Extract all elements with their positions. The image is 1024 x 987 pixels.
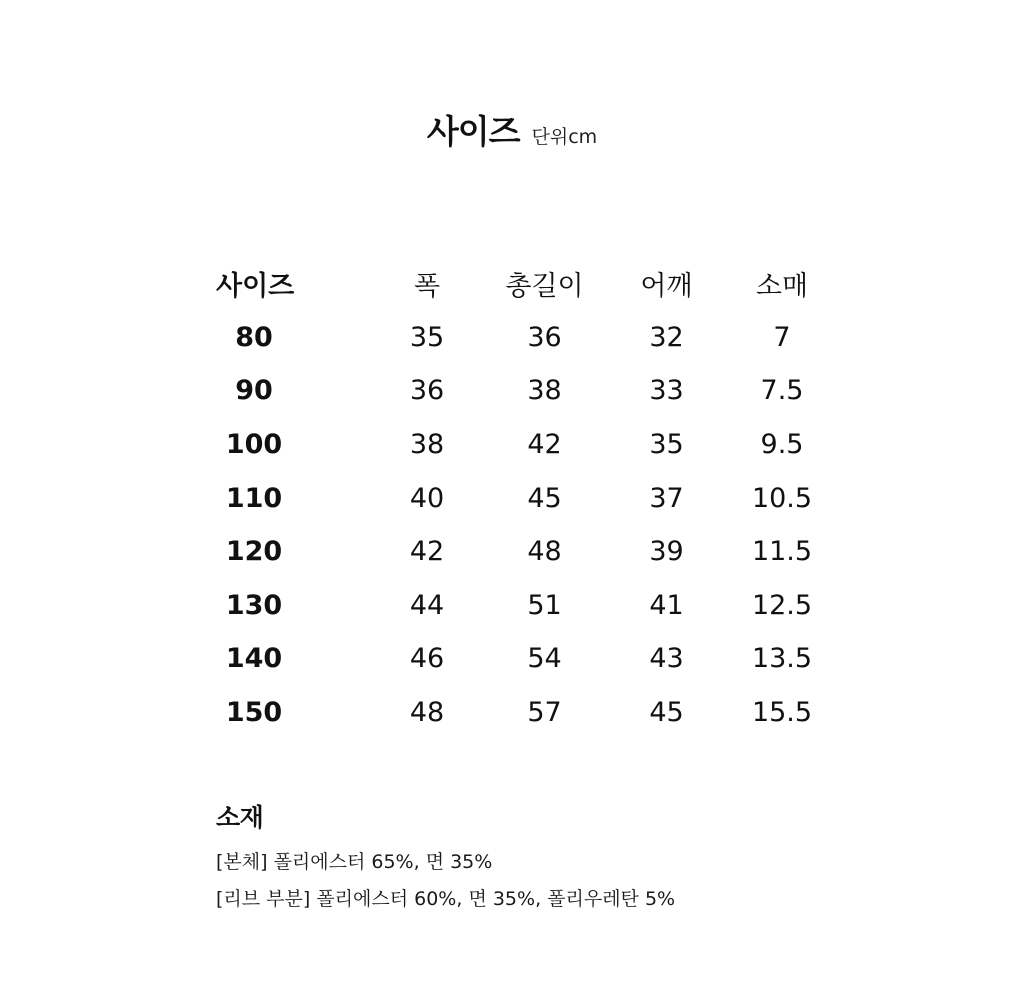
width-cell: 42 <box>409 536 445 568</box>
column-header-size: 사이즈 <box>216 271 295 303</box>
width-cell: 40 <box>409 482 445 514</box>
page-header <box>0 106 1024 153</box>
table-row <box>216 525 854 579</box>
width-cell: 44 <box>409 589 445 621</box>
size-cell: 110 <box>225 482 283 514</box>
shoulder-cell: 35 <box>649 429 684 461</box>
material-line-rib: [리브 부분] 폴리에스터 60%, 면 35%, 폴리우레탄 5% <box>216 888 676 910</box>
width-cell: 35 <box>409 321 445 353</box>
size-table <box>216 257 854 739</box>
length-cell: 57 <box>527 697 562 729</box>
material-section <box>216 798 675 918</box>
column-header-shoulder: 어깨 <box>640 271 693 303</box>
length-cell: 38 <box>527 375 562 407</box>
size-cell: 140 <box>225 643 283 675</box>
sleeve-cell: 11.5 <box>751 536 813 568</box>
shoulder-cell: 45 <box>649 697 684 729</box>
shoulder-cell: 39 <box>649 536 684 568</box>
size-cell: 120 <box>225 536 283 568</box>
shoulder-cell: 41 <box>649 589 684 621</box>
length-cell: 48 <box>527 536 562 568</box>
size-cell: 80 <box>235 321 273 353</box>
page-title: 사이즈 <box>426 112 520 151</box>
width-cell: 36 <box>409 375 445 407</box>
table-row <box>216 632 854 686</box>
sleeve-cell: 13.5 <box>751 643 813 675</box>
sleeve-cell: 12.5 <box>751 589 813 621</box>
width-cell: 46 <box>409 643 445 675</box>
size-cell: 150 <box>225 697 283 729</box>
shoulder-cell: 33 <box>649 375 684 407</box>
width-cell: 48 <box>409 697 445 729</box>
size-cell: 130 <box>225 589 283 621</box>
table-row <box>216 364 854 418</box>
sleeve-cell: 9.5 <box>760 429 804 461</box>
length-cell: 45 <box>527 482 562 514</box>
sleeve-cell: 7 <box>773 321 791 353</box>
table-row <box>216 311 854 365</box>
table-header-row <box>216 257 854 311</box>
sleeve-cell: 15.5 <box>751 697 813 729</box>
length-cell: 36 <box>527 321 562 353</box>
length-cell: 54 <box>527 643 562 675</box>
column-header-width: 폭 <box>413 271 441 303</box>
shoulder-cell: 32 <box>649 321 684 353</box>
length-cell: 51 <box>527 589 562 621</box>
shoulder-cell: 43 <box>649 643 684 675</box>
table-row <box>216 579 854 633</box>
table-row <box>216 686 854 740</box>
material-title: 소재 <box>216 803 264 832</box>
table-row <box>216 418 854 472</box>
width-cell: 38 <box>409 429 445 461</box>
material-line-body: [본체] 폴리에스터 65%, 면 35% <box>216 851 493 873</box>
unit-label: 단위cm <box>531 126 598 148</box>
size-cell: 90 <box>235 375 273 407</box>
sleeve-cell: 10.5 <box>751 482 813 514</box>
sleeve-cell: 7.5 <box>760 375 804 407</box>
length-cell: 42 <box>527 429 562 461</box>
column-header-sleeve: 소매 <box>755 271 809 303</box>
table-row <box>216 471 854 525</box>
shoulder-cell: 37 <box>649 482 684 514</box>
column-header-length: 총길이 <box>505 271 584 303</box>
size-cell: 100 <box>225 429 283 461</box>
